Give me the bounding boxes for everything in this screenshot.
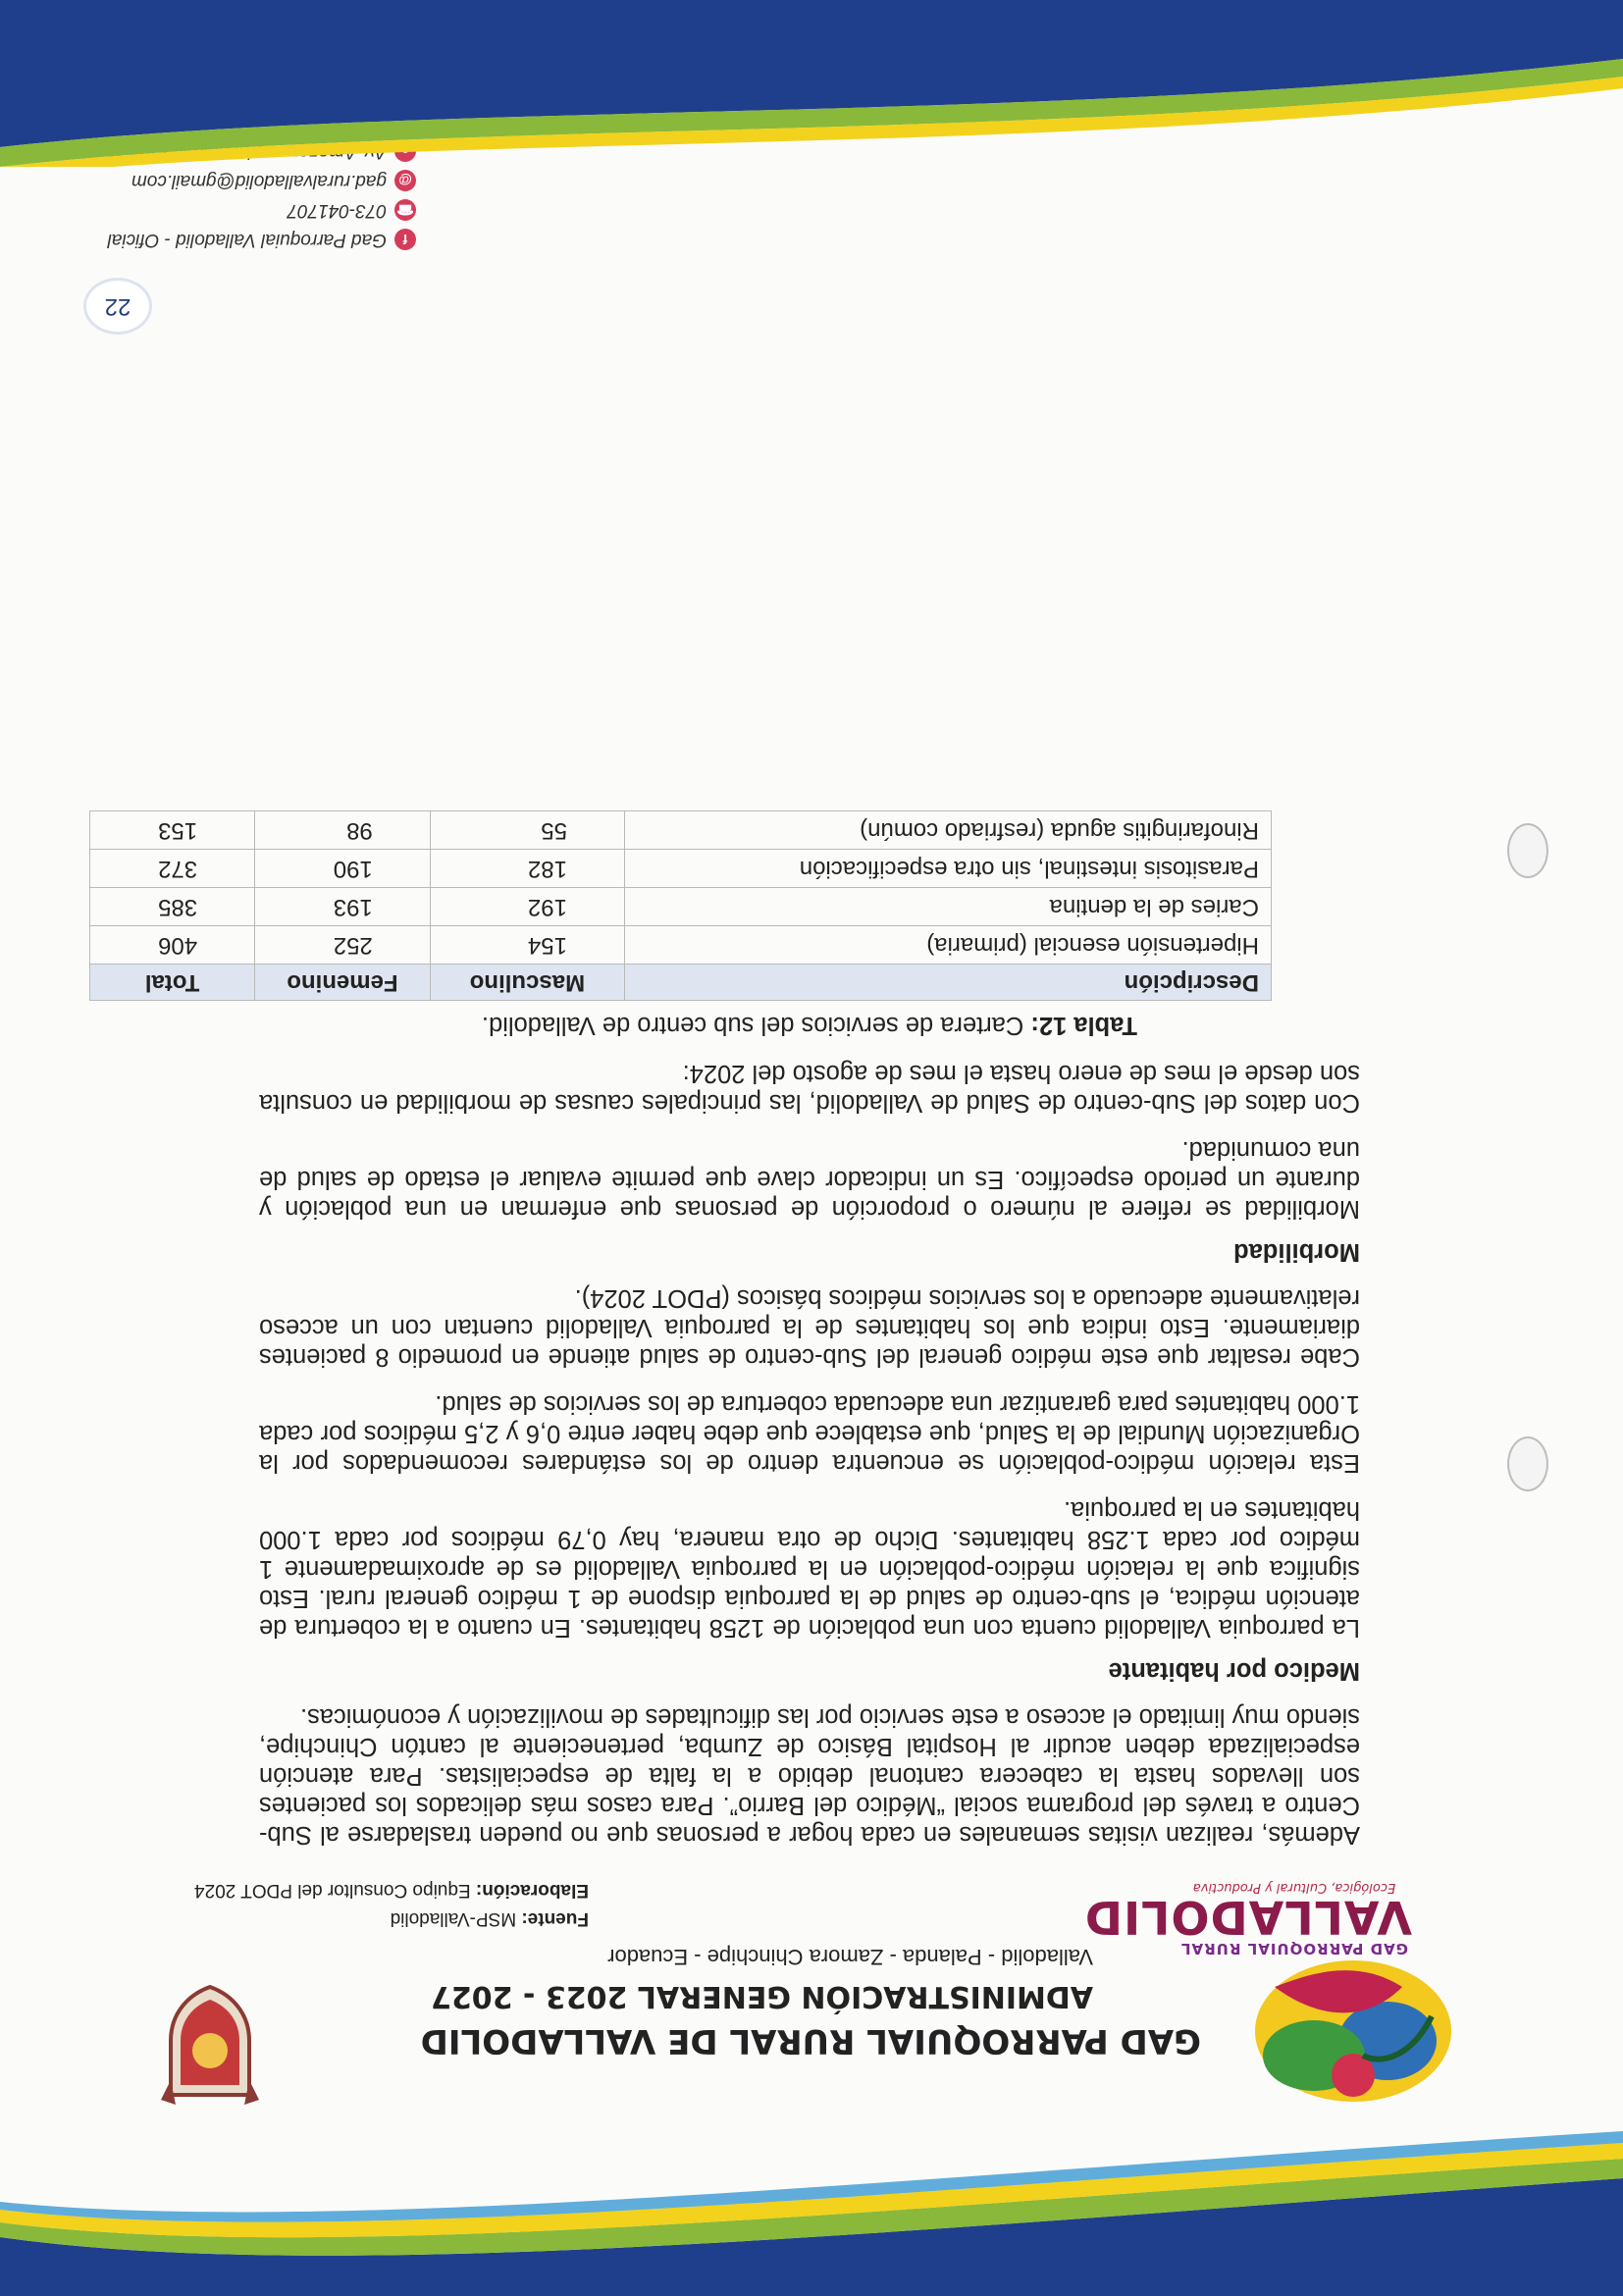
contact-facebook[interactable] <box>54 229 416 250</box>
paragraph-visitas: Además, realizan visitas semanales en cada hogar a personas que no pueden trasladarse al Sub-Centro a través del programa social “Médico del Barrio”. Para casos más delicados los pacientes son llevados hasta la cabecera cantonal debido a la falta de especialistas. Para atención especializada deben acudir al Hospital Básico de Zumba, perteneciente al cantón Chinchipe, siendo muy limitado el acceso a este servicio por las dificultades de movilización y económicas. <box>259 1703 1360 1849</box>
facebook-icon: f <box>394 229 416 250</box>
table-caption-text: Cartera de servicios del sub centro de Valladolid. <box>481 1012 1024 1039</box>
heading-morbilidad: Morbilidad <box>1233 1238 1360 1266</box>
logo-name: VALLADOLID <box>1083 1891 1412 1944</box>
contact-text: gad.ruralvalladolid@gmail.com <box>131 171 387 191</box>
paragraph-pacientes: Cabe resaltar que este médico general del Sub-centro de salud atiende en promedio 8 pacientes diariamente. Esto indica que los habitantes de la parroquia Valladolid cuentan con un acceso relativamente adecuado a los servicios médicos básicos (PDOT 2024). <box>259 1284 1360 1371</box>
contact-phone[interactable] <box>54 199 416 221</box>
footer-wave-band <box>0 0 1623 167</box>
administration-period: ADMINISTRACIÓN GENERAL 2023 - 2027 <box>431 1979 1093 2013</box>
col-header-femenino: Femenino <box>255 965 431 1001</box>
table-header-row <box>90 965 1272 1001</box>
cell-total: 153 <box>90 811 255 850</box>
main-content <box>144 810 1360 1850</box>
logo-tagline: Ecológica, Cultural y Productiva <box>1192 1880 1396 1895</box>
cell-femenino: 98 <box>255 811 431 850</box>
cell-masculino: 55 <box>430 811 624 850</box>
cell-femenino: 193 <box>255 888 431 926</box>
cell-descripcion: Parasitosis intestinal, sin otra especificación <box>624 850 1271 888</box>
contact-text: Gad Parroquial Valladolid - Oficial <box>107 230 387 250</box>
logo-subtitle: GAD PARROQUIAL RURAL <box>1179 1940 1409 1957</box>
cell-descripcion: Caries de la dentina <box>624 888 1271 926</box>
cell-masculino: 182 <box>430 850 624 888</box>
document-header <box>396 1944 1201 2061</box>
location-line: Valladolid - Palanda - Zamora Chinchipe - Ecuador <box>607 1945 1093 1969</box>
elaboracion-label: Elaboración: <box>475 1880 589 1901</box>
cell-total: 372 <box>90 850 255 888</box>
page-number: 22 <box>86 281 149 332</box>
cell-total: 406 <box>90 926 255 965</box>
paragraph-morbilidad-def: Morbilidad se refiere al número o proporción de personas que enferman en una población y durante un periodo específico. Es un indicador clave que permite evaluar el estado de salud de una comunidad. <box>259 1136 1360 1223</box>
source-note <box>194 1876 589 1933</box>
contact-text: 073-041707 <box>287 200 387 221</box>
cell-femenino: 252 <box>255 926 431 965</box>
punch-hole <box>1507 1436 1548 1491</box>
heading-medico-por-habitante: Medico por habitante <box>1108 1657 1360 1685</box>
col-header-masculino: Masculino <box>430 965 624 1001</box>
cell-masculino: 154 <box>430 926 624 965</box>
paragraph-poblacion: La parroquia Valladolid cuenta con una población de 1258 habitantes. En cuanto a la cobertura de atención médica, el sub-centro de salud de la parroquia dispone de 1 médico general rural. Esto significa que la relación médico-población en la parroquia Valladolid es de aproximadamente 1 médico por cada 1.258 habitantes. Dicho de otra manera, hay 0,79 médicos por cada 1.000 habitantes en la parroquia. <box>259 1496 1360 1642</box>
col-header-descripcion: Descripción <box>624 965 1271 1001</box>
phone-icon: ☎ <box>394 199 416 221</box>
elaboracion-value: Equipo Consultor del PDOT 2024 <box>193 1880 471 1901</box>
flower-logo-icon <box>1235 1938 1471 2134</box>
table-row <box>90 811 1272 850</box>
header-wave-band <box>0 2119 1623 2296</box>
coat-of-arms-icon <box>151 1982 269 2110</box>
contact-email[interactable] <box>54 170 416 191</box>
punch-hole <box>1507 823 1548 878</box>
col-header-total: Total <box>90 965 255 1001</box>
table-caption-label: Tabla 12: <box>1030 1012 1138 1039</box>
cell-descripcion: Rinofaringitis aguda (resfriado común) <box>624 811 1271 850</box>
morbidity-table <box>89 810 1272 1001</box>
table-row <box>90 850 1272 888</box>
fuente-label: Fuente: <box>521 1908 589 1929</box>
paragraph-morbilidad-datos: Con datos del Sub-centro de Salud de Valladolid, las principales causas de morbilidad en consulta son desde el mes de enero hasta el mes de agosto del 2024: <box>259 1060 1360 1117</box>
table-row <box>90 888 1272 926</box>
paragraph-oms: Esta relación médico-población se encuentra dentro de los estándares recomendados por la Organización Mundial de la Salud, que establece que debe haber entre 0,6 y 2,5 médicos por cada 1.000 habitantes para garantizar una adecuada cobertura de los servicios de salud. <box>259 1390 1360 1477</box>
table-row <box>90 926 1272 965</box>
cell-masculino: 192 <box>430 888 624 926</box>
email-icon: @ <box>394 170 416 191</box>
cell-total: 385 <box>90 888 255 926</box>
page-title: GAD PARROQUIAL RURAL DE VALLADOLID <box>420 2021 1201 2061</box>
cell-descripcion: Hipertensión esencial (primaria) <box>624 926 1271 965</box>
cell-femenino: 190 <box>255 850 431 888</box>
fuente-value: MSP-Valladolid <box>390 1908 517 1929</box>
table-caption <box>259 1011 1360 1039</box>
